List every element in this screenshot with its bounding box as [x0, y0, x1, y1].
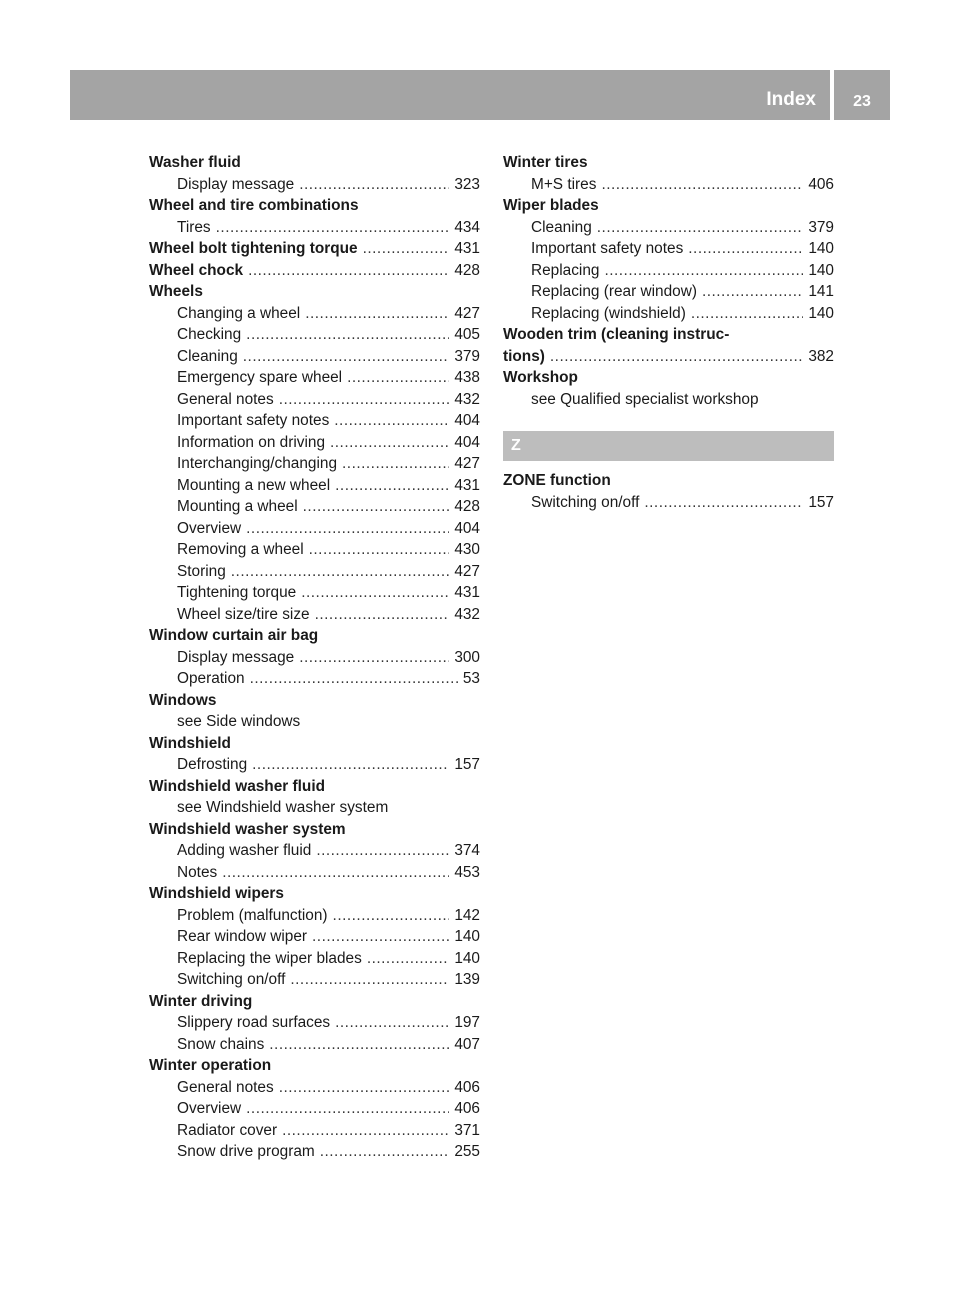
entry-label: Interchanging/changing	[177, 455, 338, 472]
dot-leader	[691, 303, 803, 325]
index-entry	[149, 1141, 480, 1163]
entry-label: Cleaning	[177, 347, 238, 365]
index-entry	[503, 346, 834, 368]
entry-label: Adding washer fluid	[177, 842, 312, 859]
index-heading: Wiper blades	[503, 197, 599, 214]
entry-label: Snow drive program	[177, 1143, 315, 1160]
dot-leader	[269, 1034, 449, 1056]
entry-page-number: 379	[808, 218, 834, 236]
entry-label: Display message	[177, 175, 295, 193]
entry-page-number: 142	[454, 906, 480, 924]
index-entry	[149, 324, 480, 346]
index-entry	[149, 561, 480, 583]
entry-page-number: 431	[454, 240, 480, 257]
index-column-left	[149, 152, 480, 1163]
entry-page-number: 371	[454, 1121, 480, 1139]
entry-label: Slippery road surfaces	[177, 1014, 331, 1031]
entry-page-number: 434	[454, 218, 480, 236]
index-entry	[149, 668, 480, 690]
entry-label: Storing	[177, 562, 226, 580]
index-entry	[149, 238, 480, 260]
entry-page-number: 430	[454, 541, 480, 558]
dot-leader	[335, 1012, 449, 1034]
dot-leader	[315, 604, 450, 626]
dot-leader	[246, 1098, 449, 1120]
entry-page-number: 140	[808, 240, 834, 257]
entry-page-number: 53	[462, 670, 480, 687]
entry-page-number: 427	[454, 455, 480, 472]
index-heading: Windshield washer fluid	[149, 777, 326, 795]
entry-label: Mounting a wheel	[177, 498, 298, 515]
index-heading: Washer fluid	[149, 154, 241, 171]
entry-page-number: 404	[454, 433, 480, 451]
letter-section-header: Z	[503, 431, 834, 461]
entry-label: Overview	[177, 1100, 242, 1117]
index-entry	[503, 260, 834, 282]
entry-label: Display message	[177, 648, 295, 666]
entry-page-number: 374	[454, 842, 480, 859]
entry-page-number: 300	[454, 648, 480, 666]
dot-leader	[333, 905, 450, 927]
entry-label: Tires	[177, 218, 211, 236]
entry-page-number: 428	[454, 498, 480, 515]
index-entry	[503, 217, 834, 239]
entry-label: Replacing (rear window)	[531, 283, 697, 300]
entry-label: Replacing the wiper blades	[177, 949, 362, 967]
dot-leader	[702, 281, 803, 303]
index-entry	[503, 492, 834, 514]
entry-label: Problem (malfunction)	[177, 906, 328, 924]
dot-leader	[303, 496, 450, 518]
page-title: Index	[766, 89, 816, 110]
dot-leader	[250, 668, 458, 690]
entry-page-number: 157	[454, 756, 480, 773]
index-entry	[149, 367, 480, 389]
dot-leader	[246, 518, 449, 540]
index-heading: Wooden trim (cleaning instruc-	[503, 326, 730, 343]
cross-reference: see Qualified specialist workshop	[531, 390, 759, 408]
index-heading: Winter tires	[503, 154, 588, 171]
entry-label: General notes	[177, 390, 274, 408]
dot-leader	[290, 969, 449, 991]
index-entry	[149, 518, 480, 540]
index-entry	[503, 303, 834, 325]
index-heading: Winter operation	[149, 1057, 272, 1074]
entry-label: tions)	[503, 347, 545, 365]
entry-page-number: 404	[454, 412, 480, 429]
index-entry	[503, 238, 834, 260]
index-entry	[149, 1012, 480, 1034]
index-heading: Window curtain air bag	[149, 627, 319, 644]
entry-label: Information on driving	[177, 433, 325, 451]
entry-label: Important safety notes	[531, 240, 684, 257]
dot-leader	[688, 238, 803, 260]
dot-leader	[246, 324, 449, 346]
entry-label: Notes	[177, 863, 218, 881]
index-entry	[149, 604, 480, 626]
entry-page-number: 323	[454, 175, 480, 193]
dot-leader	[363, 238, 450, 260]
index-entry	[149, 948, 480, 970]
dot-leader	[597, 217, 804, 239]
index-heading: Workshop	[503, 369, 578, 386]
entry-label: Operation	[177, 670, 245, 687]
index-entry	[149, 453, 480, 475]
index-entry	[503, 174, 834, 196]
index-entry	[149, 346, 480, 368]
dot-leader	[299, 647, 449, 669]
entry-page-number: 379	[454, 347, 480, 365]
index-entry	[149, 260, 480, 282]
index-column-right	[503, 152, 834, 513]
cross-reference: see Side windows	[177, 713, 301, 730]
index-entry	[503, 281, 834, 303]
page-number: 23	[834, 70, 890, 120]
index-entry	[149, 582, 480, 604]
entry-label: Tightening torque	[177, 584, 297, 601]
dot-leader	[320, 1141, 450, 1163]
entry-page-number: 141	[808, 283, 834, 300]
entry-page-number: 139	[454, 971, 480, 988]
entry-label: Overview	[177, 519, 242, 537]
index-entry	[149, 303, 480, 325]
entry-page-number: 140	[454, 928, 480, 945]
entry-label: Wheel chock	[149, 261, 244, 279]
entry-page-number: 432	[454, 605, 480, 623]
dot-leader	[305, 303, 449, 325]
entry-label: Wheel size/tire size	[177, 605, 310, 623]
index-heading: Windshield wipers	[149, 885, 284, 902]
dot-leader	[243, 346, 450, 368]
index-entry	[149, 905, 480, 927]
entry-page-number: 453	[454, 863, 480, 881]
dot-leader	[342, 453, 449, 475]
entry-label: General notes	[177, 1078, 274, 1096]
dot-leader	[312, 926, 449, 948]
dot-leader	[216, 217, 450, 239]
entry-page-number: 406	[454, 1100, 480, 1117]
dot-leader	[222, 862, 449, 884]
entry-page-number: 407	[454, 1035, 480, 1053]
entry-label: Emergency spare wheel	[177, 369, 343, 386]
index-heading: Wheels	[149, 283, 203, 300]
dot-leader	[248, 260, 449, 282]
index-heading: Windshield	[149, 734, 231, 752]
entry-label: Important safety notes	[177, 412, 330, 429]
entry-page-number: 404	[454, 519, 480, 537]
entry-page-number: 427	[454, 562, 480, 580]
dot-leader	[252, 754, 449, 776]
entry-page-number: 432	[454, 390, 480, 408]
index-heading: Wheel and tire combinations	[149, 197, 359, 214]
index-entry	[149, 174, 480, 196]
dot-leader	[604, 260, 803, 282]
entry-label: Cleaning	[531, 218, 592, 236]
index-heading: ZONE function	[503, 472, 611, 489]
header-bar	[70, 70, 830, 120]
entry-label: Replacing	[531, 261, 600, 279]
entry-label: Switching on/off	[177, 971, 286, 988]
index-entry	[149, 1077, 480, 1099]
entry-page-number: 406	[454, 1078, 480, 1096]
dot-leader	[301, 582, 449, 604]
entry-page-number: 140	[808, 261, 834, 279]
index-heading: Winter driving	[149, 992, 253, 1010]
dot-leader	[335, 475, 449, 497]
index-entry	[149, 969, 480, 991]
entry-label: Checking	[177, 326, 242, 343]
dot-leader	[282, 1120, 449, 1142]
dot-leader	[550, 346, 803, 368]
entry-label: Defrosting	[177, 756, 248, 773]
dot-leader	[334, 410, 449, 432]
index-entry	[149, 926, 480, 948]
index-heading: Windshield washer system	[149, 820, 346, 838]
entry-page-number: 382	[808, 347, 834, 365]
entry-label: Snow chains	[177, 1035, 265, 1053]
dot-leader	[330, 432, 449, 454]
entry-page-number: 431	[454, 584, 480, 601]
entry-label: Changing a wheel	[177, 304, 301, 322]
entry-page-number: 140	[454, 949, 480, 967]
index-heading: Windows	[149, 691, 217, 709]
index-entry	[149, 217, 480, 239]
entry-label: Removing a wheel	[177, 541, 304, 558]
entry-label: Radiator cover	[177, 1121, 278, 1139]
index-entry	[149, 647, 480, 669]
index-entry	[149, 475, 480, 497]
entry-page-number: 428	[454, 261, 480, 279]
index-entry	[149, 754, 480, 776]
dot-leader	[231, 561, 450, 583]
entry-page-number: 157	[808, 493, 834, 511]
entry-label: Mounting a new wheel	[177, 476, 331, 494]
entry-page-number: 406	[808, 175, 834, 193]
entry-page-number: 405	[454, 326, 480, 343]
entry-label: Replacing (windshield)	[531, 304, 686, 322]
entry-page-number: 438	[454, 369, 480, 386]
entry-label: Switching on/off	[531, 493, 640, 511]
entry-label: M+S tires	[531, 175, 597, 193]
entry-label: Rear window wiper	[177, 928, 308, 945]
dot-leader	[316, 840, 449, 862]
entry-page-number: 255	[454, 1143, 480, 1160]
index-entry	[149, 1034, 480, 1056]
index-entry	[149, 862, 480, 884]
index-entry	[149, 410, 480, 432]
entry-page-number: 140	[808, 304, 834, 322]
dot-leader	[367, 948, 450, 970]
index-entry	[149, 539, 480, 561]
index-entry	[149, 1098, 480, 1120]
dot-leader	[601, 174, 803, 196]
entry-page-number: 427	[454, 304, 480, 322]
dot-leader	[279, 1077, 450, 1099]
dot-leader	[347, 367, 449, 389]
cross-reference: see Windshield washer system	[177, 799, 389, 816]
dot-leader	[644, 492, 803, 514]
dot-leader	[279, 389, 450, 411]
index-entry	[149, 389, 480, 411]
entry-page-number: 431	[454, 476, 480, 494]
entry-label: Wheel bolt tightening torque	[149, 240, 358, 257]
dot-leader	[309, 539, 450, 561]
index-entry	[149, 1120, 480, 1142]
index-entry	[149, 496, 480, 518]
entry-page-number: 197	[454, 1014, 480, 1031]
index-entry	[149, 432, 480, 454]
index-entry	[149, 840, 480, 862]
dot-leader	[299, 174, 449, 196]
